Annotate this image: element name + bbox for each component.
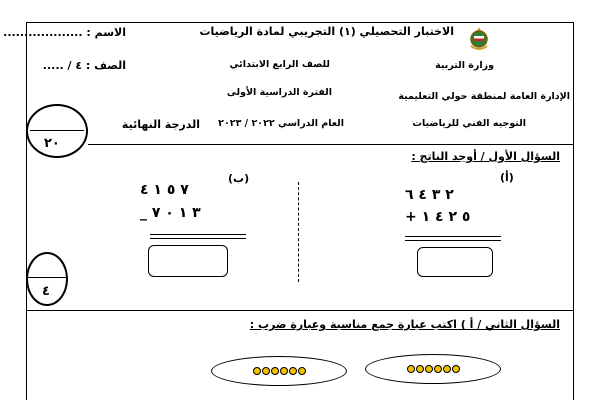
part-b-rule-1: [150, 234, 246, 235]
part-a-rule-2: [405, 240, 501, 241]
kuwait-emblem-icon: [468, 26, 490, 52]
part-b-bottom-number: _ ٣ ١ ٠ ٧: [140, 205, 201, 221]
exam-title: الاختبار التحصيلي (١) التجريبي لمادة الرياضيات: [199, 25, 454, 38]
dot-group-left: [211, 356, 347, 386]
final-grade-label: الدرجة النهائية: [121, 118, 200, 131]
question1-title: السؤال الأول / أوجد الناتج :: [411, 150, 560, 163]
dot-icon: [253, 367, 261, 375]
technical-label: التوجيه الفني للرياضيات: [412, 118, 526, 129]
dot-group-right: [365, 354, 501, 384]
question1-score: ٤: [42, 284, 50, 299]
question1-score-divider: [28, 277, 66, 278]
part-a-top-number: ٢ ٣ ٤ ٦: [405, 187, 454, 203]
parts-separator: [298, 182, 299, 282]
dot-icon: [407, 365, 415, 373]
year-label: العام الدراسي ٢٠٢٢ / ٢٠٢٣: [218, 118, 344, 129]
dot-icon: [262, 367, 270, 375]
part-b-label: (ب): [228, 172, 250, 185]
dot-icon: [416, 365, 424, 373]
dot-icon: [289, 367, 297, 375]
question2-title: السؤال الثاني / أ ) اكتب عبارة جمع مناسبة وعبارة ضرب :: [249, 318, 560, 331]
final-grade-value: ٢٠: [44, 136, 60, 151]
dot-icon: [443, 365, 451, 373]
dot-icon: [280, 367, 288, 375]
part-a-answer-box[interactable]: [417, 247, 493, 277]
grade-for: للصف الرابع الابتدائي: [229, 59, 330, 70]
dot-icon: [271, 367, 279, 375]
dot-icon: [425, 365, 433, 373]
part-b-top-number: ٧ ٥ ١ ٤: [140, 182, 189, 198]
dot-icon: [298, 367, 306, 375]
ministry: وزارة التربية: [435, 60, 494, 71]
part-a-rule-1: [405, 236, 501, 237]
period-label: الفترة الدراسية الأولى: [226, 87, 332, 98]
name-label: الاسم : ...................: [3, 26, 126, 39]
part-a-label: (أ): [500, 171, 514, 184]
dot-icon: [452, 365, 460, 373]
header-divider: [88, 144, 574, 145]
admin-label: الإدارة العامة لمنطقة حولي التعليمية: [398, 91, 570, 102]
page-frame: [26, 22, 574, 400]
part-b-answer-box[interactable]: [148, 245, 228, 277]
part-a-bottom-number: + ٥ ٢ ٤ ١: [405, 209, 471, 225]
class-label: الصف : ٤ / .....: [42, 59, 126, 72]
section-divider: [26, 310, 574, 311]
part-b-rule-2: [150, 238, 246, 239]
dot-icon: [434, 365, 442, 373]
final-grade-divider: [30, 130, 84, 131]
